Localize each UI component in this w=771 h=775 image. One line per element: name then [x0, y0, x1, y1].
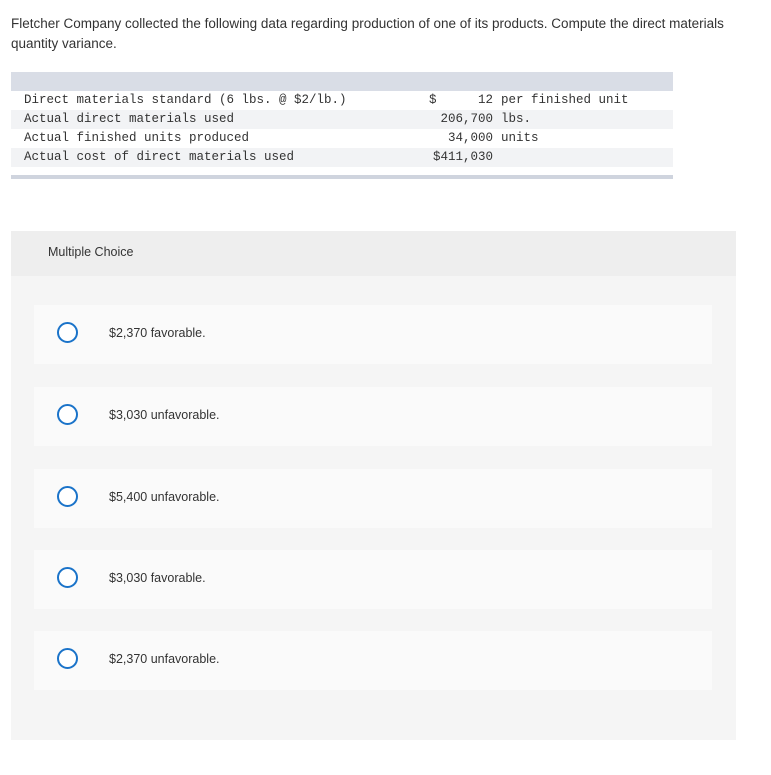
radio-button-icon[interactable] [57, 322, 78, 343]
answer-option-label[interactable]: $2,370 unfavorable. [109, 652, 220, 666]
answer-option[interactable] [34, 305, 712, 364]
answer-option-label[interactable]: $3,030 unfavorable. [109, 408, 220, 422]
row-value: 34,000 [447, 131, 493, 145]
row-value: 12 [477, 93, 493, 107]
data-table [11, 72, 673, 179]
row-unit: units [501, 131, 539, 145]
row-label: Actual direct materials used [24, 112, 235, 126]
table-row [11, 129, 673, 148]
radio-button-icon[interactable] [57, 404, 78, 425]
answer-option-label[interactable]: $2,370 favorable. [109, 326, 206, 340]
table-row [11, 91, 673, 110]
row-label: Direct materials standard (6 lbs. @ $2/lb.) [24, 93, 347, 107]
radio-button-icon[interactable] [57, 648, 78, 669]
row-label: Actual finished units produced [24, 131, 250, 145]
radio-button-icon[interactable] [57, 567, 78, 588]
table-footer-bar [11, 175, 673, 179]
answer-option-label[interactable]: $3,030 favorable. [109, 571, 206, 585]
answer-option[interactable] [34, 387, 712, 446]
row-unit: lbs. [501, 112, 532, 126]
table-row [11, 110, 673, 129]
row-value: $411,030 [432, 150, 493, 164]
answer-option[interactable] [34, 469, 712, 528]
row-unit: per finished unit [501, 93, 629, 107]
question-text: Fletcher Company collected the following data regarding production of one of its products. Compute the direct materials quantity variance. [11, 16, 724, 51]
table-row [11, 148, 673, 167]
row-label: Actual cost of direct materials used [24, 150, 295, 164]
multiple-choice-header [11, 231, 736, 276]
table-header-bar [11, 72, 673, 91]
multiple-choice-title: Multiple Choice [48, 245, 134, 259]
multiple-choice-panel [11, 231, 736, 740]
row-dollar-sign: $ [429, 93, 437, 107]
radio-button-icon[interactable] [57, 486, 78, 507]
answer-option-label[interactable]: $5,400 unfavorable. [109, 490, 220, 504]
answer-option[interactable] [34, 631, 712, 690]
row-value: 206,700 [440, 112, 493, 126]
answer-option[interactable] [34, 550, 712, 609]
